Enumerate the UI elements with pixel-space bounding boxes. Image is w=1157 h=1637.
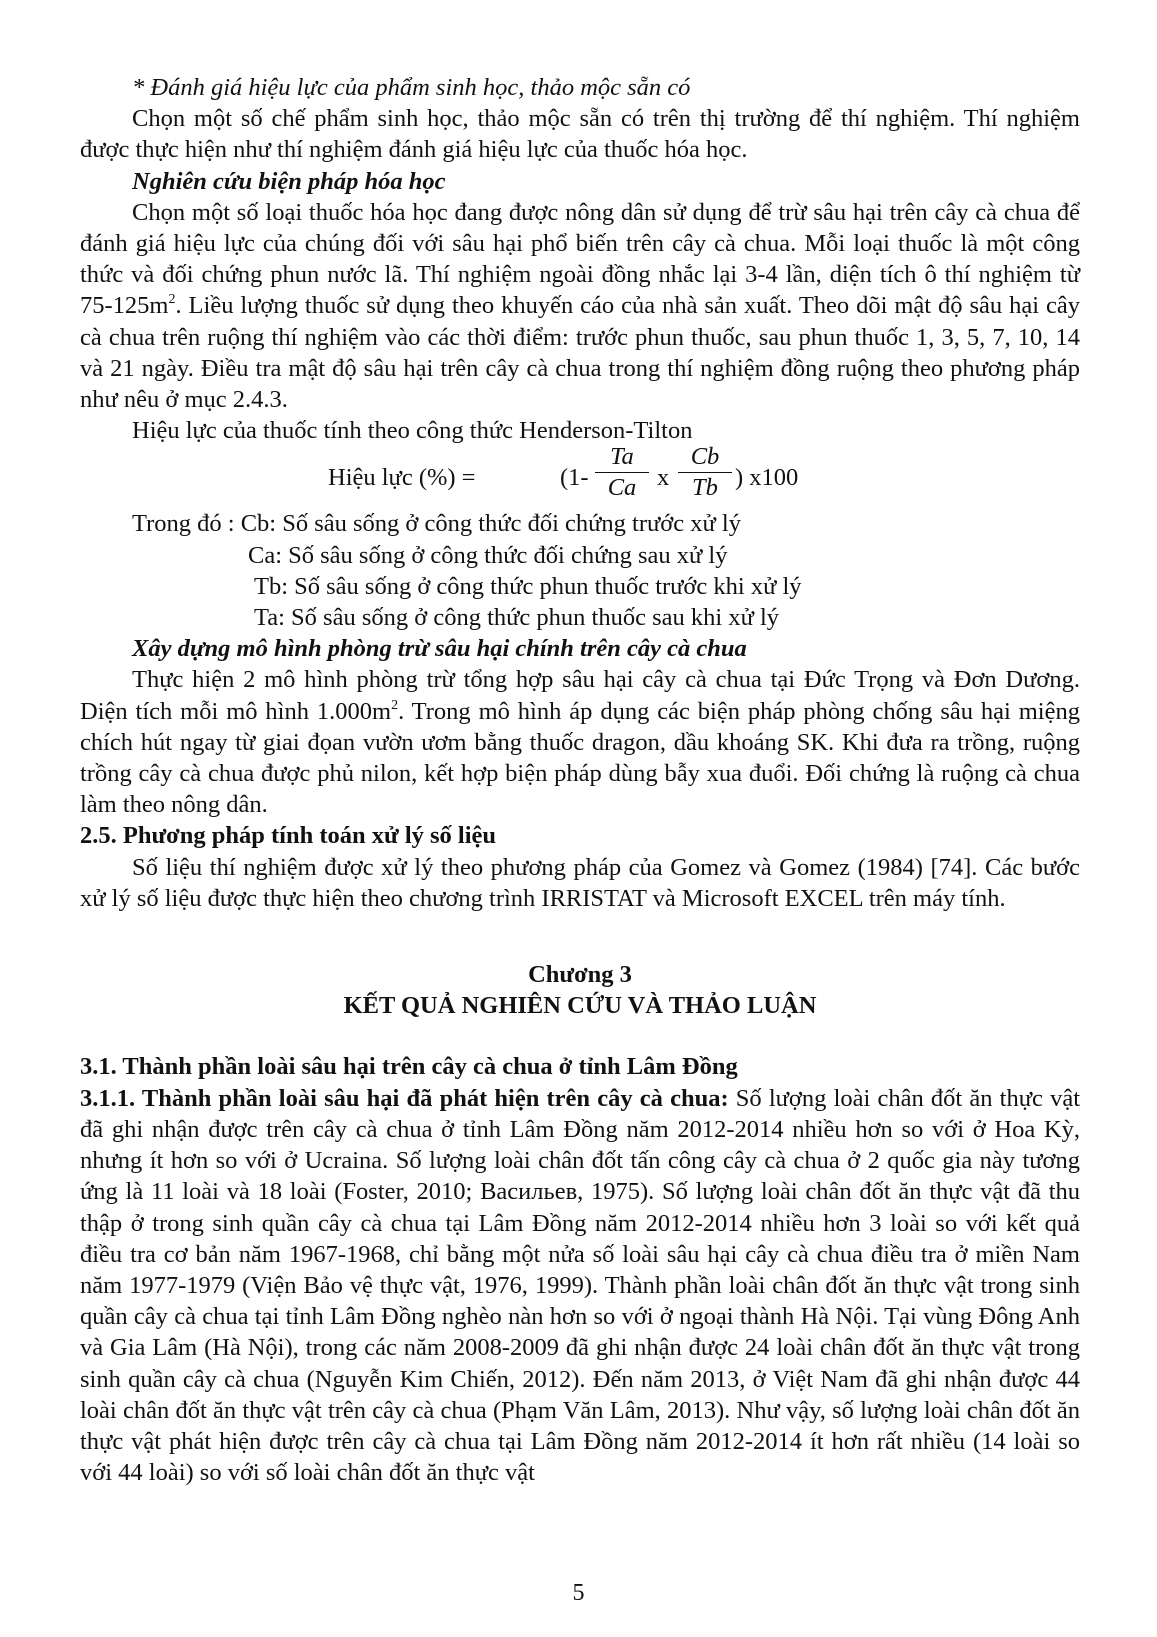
document-page <box>80 72 1080 1488</box>
frac2-numerator: Cb <box>690 443 720 471</box>
model-text-b: . Trong mô hình áp dụng các biện pháp phòng chống sâu hại miệng chích hút ngay từ giai đọan vườn ươm bằng thuốc dragon, dầu khoáng SK. Khi đưa ra trồng, ruộng trồng cây cà chua được phủ nilon, kết hợp biện pháp dùng bẫy xua đuổi. Đối chứng là ruộng cà chua làm theo nông dân. <box>80 697 1080 819</box>
formula-close: ) x100 <box>735 464 799 492</box>
definition-ta: Ta: Số sâu sống ở công thức phun thuốc sau khi xử lý <box>254 604 780 632</box>
section-3-1-1-heading: 3.1.1. Thành phần loài sâu hại đã phát hiện trên cây cà chua: <box>80 1084 729 1112</box>
frac1-bar <box>595 472 649 473</box>
frac1-denominator: Ca <box>607 474 637 502</box>
formula-open: (1- <box>560 464 589 492</box>
formula-times: x <box>657 464 670 492</box>
page-number: 5 <box>572 1580 585 1606</box>
chapter-title: KẾT QUẢ NGHIÊN CỨU VÀ THẢO LUẬN <box>343 992 817 1020</box>
chem-text-a: Chọn một số loại thuốc hóa học đang được nông dân sử dụng để trừ sâu hại trên cây cà chua để đánh giá hiệu lực của chúng đối với sâu hại phổ biến trên cây cà chua. Mỗi loại thuốc là một công thức và đối chứng phun nước lã. Thí nghiệm ngoài đồng nhắc lại 3-4 lần, diện tích ô thí nghiệm từ 75-125m <box>80 198 1080 320</box>
definition-ca: Ca: Số sâu sống ở công thức đối chứng sau xử lý <box>248 541 728 569</box>
definition-tb: Tb: Số sâu sống ở công thức phun thuốc trước khi xử lý <box>254 572 802 600</box>
fraction-cb-tb <box>678 444 732 501</box>
eval-heading: * Đánh giá hiệu lực của phẩm sinh học, thảo mộc sẵn có <box>132 74 691 101</box>
formula-intro: Hiệu lực của thuốc tính theo công thức Henderson-Tilton <box>132 417 693 445</box>
fraction-ta-ca <box>595 444 649 501</box>
spacer <box>80 1021 1080 1051</box>
chem-paragraph <box>80 197 1080 415</box>
model-superscript: 2 <box>391 697 399 713</box>
section-3-1-heading: 3.1. Thành phần loài sâu hại trên cây cà chua ở tỉnh Lâm Đồng <box>80 1053 738 1081</box>
section-3-1-1-paragraph <box>80 1083 1080 1489</box>
frac2-denominator: Tb <box>692 474 718 502</box>
formula-lhs: Hiệu lực (%) = <box>328 464 476 492</box>
definition-cb: Trong đó : Cb: Số sâu sống ở công thức đối chứng trước xử lý <box>132 510 741 538</box>
model-heading: Xây dựng mô hình phòng trừ sâu hại chính trên cây cà chua <box>132 635 747 663</box>
section-2-5-heading: 2.5. Phương pháp tính toán xử lý số liệu <box>80 822 497 850</box>
section-3-1-1-text: Số lượng loài chân đốt ăn thực vật đã ghi nhận được trên cây cà chua ở tỉnh Lâm Đồng năm 2012-2014 nhiều hơn so với ở Hoa Kỳ, nhưng ít hơn so với ở Ucraina. Số lượng loài chân đốt tấn công cây cà chua ở 2 quốc gia này tương ứng là 11 loài và 18 loài (Foster, 2010; Васильев, 1975). Số lượng loài chân đốt ăn thực vật đã thu thập ở trong sinh quần cây cà chua tại Lâm Đồng năm 2012-2014 nhiều hơn 3 loài so với kết quả điều tra cơ bản năm 1967-1968, chỉ bằng một nửa số loài sâu hại cây cà chua điều tra ở miền Nam năm 1977-1979 (Viện Bảo vệ thực vật, 1976, 1999). Thành phần loài chân đốt ăn thực vật trong sinh quần cây cà chua tại tỉnh Lâm Đồng nghèo nàn hơn so với ở ngoại thành Hà Nội. Tại vùng Đông Anh và Gia Lâm (Hà Nội), trong các năm 2008-2009 đã ghi nhận được 24 loài chân đốt ăn thực vật trong sinh quần cây cà chua (Nguyễn Kim Chiến, 2012). Đến năm 2013, ở Việt Nam đã ghi nhận được 44 loài chân đốt ăn thực vật trên cây cà chua (Phạm Văn Lâm, 2013). Như vậy, số lượng loài chân đốt ăn thực vật phát hiện được trên cây cà chua tại Lâm Đồng năm 2012-2014 ít hơn rất nhiều (14 loài so với 44 loài) so với số loài chân đốt ăn thực vật <box>80 1084 1080 1487</box>
section-2-5-paragraph: Số liệu thí nghiệm được xử lý theo phương pháp của Gomez và Gomez (1984) [74]. Các bước xử lý số liệu được thực hiện theo chương trình IRRISTAT và Microsoft EXCEL trên máy tính. <box>80 853 1080 912</box>
frac2-bar <box>678 472 732 473</box>
frac1-numerator: Ta <box>610 443 634 471</box>
henderson-tilton-formula <box>80 443 1080 508</box>
chem-superscript: 2 <box>168 292 176 308</box>
chem-text-b: . Liều lượng thuốc sử dụng theo khuyến cáo của nhà sản xuất. Theo dõi mật độ sâu hại cây cà chua trên ruộng thí nghiệm vào các thời điểm: trước phun thuốc, sau phun thuốc 1, 3, 5, 7, 10, 14 và 21 ngày. Điều tra mật độ sâu hại trên cây cà chua trong thí nghiệm đồng ruộng theo phương pháp như nêu ở mục 2.4.3. <box>80 292 1080 414</box>
chem-heading: Nghiên cứu biện pháp hóa học <box>132 167 446 195</box>
model-paragraph <box>80 664 1080 820</box>
chapter-label: Chương 3 <box>528 961 632 989</box>
model-text-a: Thực hiện 2 mô hình phòng trừ tổng hợp sâu hại cây cà chua tại Đức Trọng và Đơn Dương. Diện tích mỗi mô hình 1.000m <box>80 666 1080 725</box>
eval-paragraph: Chọn một số chế phẩm sinh học, thảo mộc sẵn có trên thị trường để thí nghiệm. Thí nghiệm được thực hiện như thí nghiệm đánh giá hiệu lực của thuốc hóa học. <box>80 105 1080 164</box>
spacer <box>80 914 1080 959</box>
